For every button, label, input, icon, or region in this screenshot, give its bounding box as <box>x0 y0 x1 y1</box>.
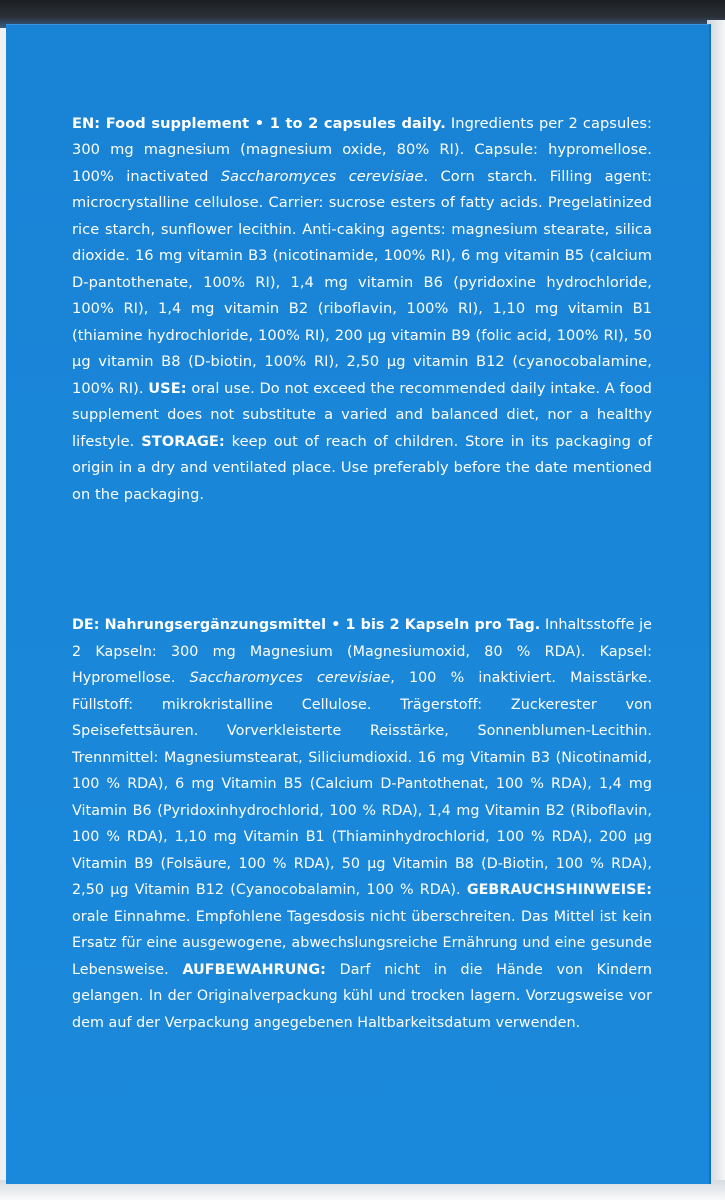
en-storage-text: keep out of reach of children. Store in its packaging of origin in a dry and ventilated place. Use preferably before the date mentioned on the packaging. <box>72 432 652 503</box>
de-species-name: Saccharomyces cerevisiae <box>189 670 391 687</box>
en-use-text: oral use. Do not exceed the recommended daily intake. A food supplement does not substitute a varied and balanced diet, nor a healthy lifestyle. <box>72 379 652 450</box>
de-storage-label: AUFBEWAHRUNG: <box>182 961 326 978</box>
en-heading: EN: Food supplement • 1 to 2 capsules daily. <box>72 114 446 132</box>
german-label-text <box>72 612 652 1036</box>
en-ingredients-part2: . Corn starch. Filling agent: microcrystalline cellulose. Carrier: sucrose esters of fatty acids. Pregelatinized rice starch, sunflower lecithin. Anti-caking agents: magnesium stearate, silica dioxide. 16 mg vitamin B3 (nicotinamide, 100% RI), 6 mg vitamin B5 (calcium D-pantothenate, 100% RI), 1,4 mg vitamin B6 (pyridoxine hydrochloride, 100% RI), 1,4 mg vitamin B2 (riboflavin, 100% RI), 1,10 mg vitamin B1 (thiamine hydrochloride, 100% RI), 200 µg vitamin B9 (folic acid, 100% RI), 50 µg vitamin B8 (D-biotin, 100% RI), 2,50 µg vitamin B12 (cyanocobalamine, 100% RI). <box>72 167 652 397</box>
de-heading: DE: Nahrungsergänzungsmittel • 1 bis 2 Kapseln pro Tag. <box>72 617 541 634</box>
en-species-name: Saccharomyces cerevisiae <box>220 167 424 185</box>
de-use-label: GEBRAUCHSHINWEISE: <box>466 882 652 899</box>
en-storage-label: STORAGE: <box>141 432 225 450</box>
de-storage-text: Darf nicht in die Hände von Kindern gelangen. In der Originalverpackung kühl und trocken lagern. Vorzugsweise vor dem auf der Verpackung angegebenen Haltbarkeitsdatum verwenden. <box>72 961 652 1031</box>
en-use-label: USE: <box>148 379 187 397</box>
de-ingredients-part2: , 100 % inaktiviert. Maisstärke. Füllstoff: mikrokristalline Cellulose. Trägerstoff: Zuckerester von Speisefettsäuren. Vorverkleisterte Reisstärke, Sonnenblumen-Lecithin. Trennmittel: Magnesiumstearat, Siliciumdioxid. 16 mg Vitamin B3 (Nicotinamid, 100 % RDA), 6 mg Vitamin B5 (Calcium D-Pantothenat, 100 % RDA), 1,4 mg Vitamin B6 (Pyridoxinhydrochlorid, 100 % RDA), 1,4 mg Vitamin B2 (Riboflavin, 100 % RDA), 1,10 mg Vitamin B1 (Thiaminhydrochlorid, 100 % RDA), 200 µg Vitamin B9 (Folsäure, 100 % RDA), 50 µg Vitamin B8 (D-Biotin, 100 % RDA), 2,50 µg Vitamin B12 (Cyanocobalamin, 100 % RDA). <box>72 670 652 899</box>
de-ingredients-part1: Inhaltsstoffe je 2 Kapseln: 300 mg Magnesium (Magnesiumoxid, 80 % RDA). Kapsel: Hypromellose. <box>72 617 652 687</box>
blue-label-panel <box>6 24 711 1184</box>
en-ingredients-part1: Ingredients per 2 capsules: 300 mg magnesium (magnesium oxide, 80% RI). Capsule: hypromellose. 100% inactivated <box>72 114 653 185</box>
de-use-text: orale Einnahme. Empfohlene Tagesdosis nicht überschreiten. Das Mittel ist kein Ersatz für eine ausgewogene, abwechslungsreiche Ernährung und eine gesunde Lebensweise. <box>72 908 652 978</box>
english-label-text <box>72 111 652 509</box>
